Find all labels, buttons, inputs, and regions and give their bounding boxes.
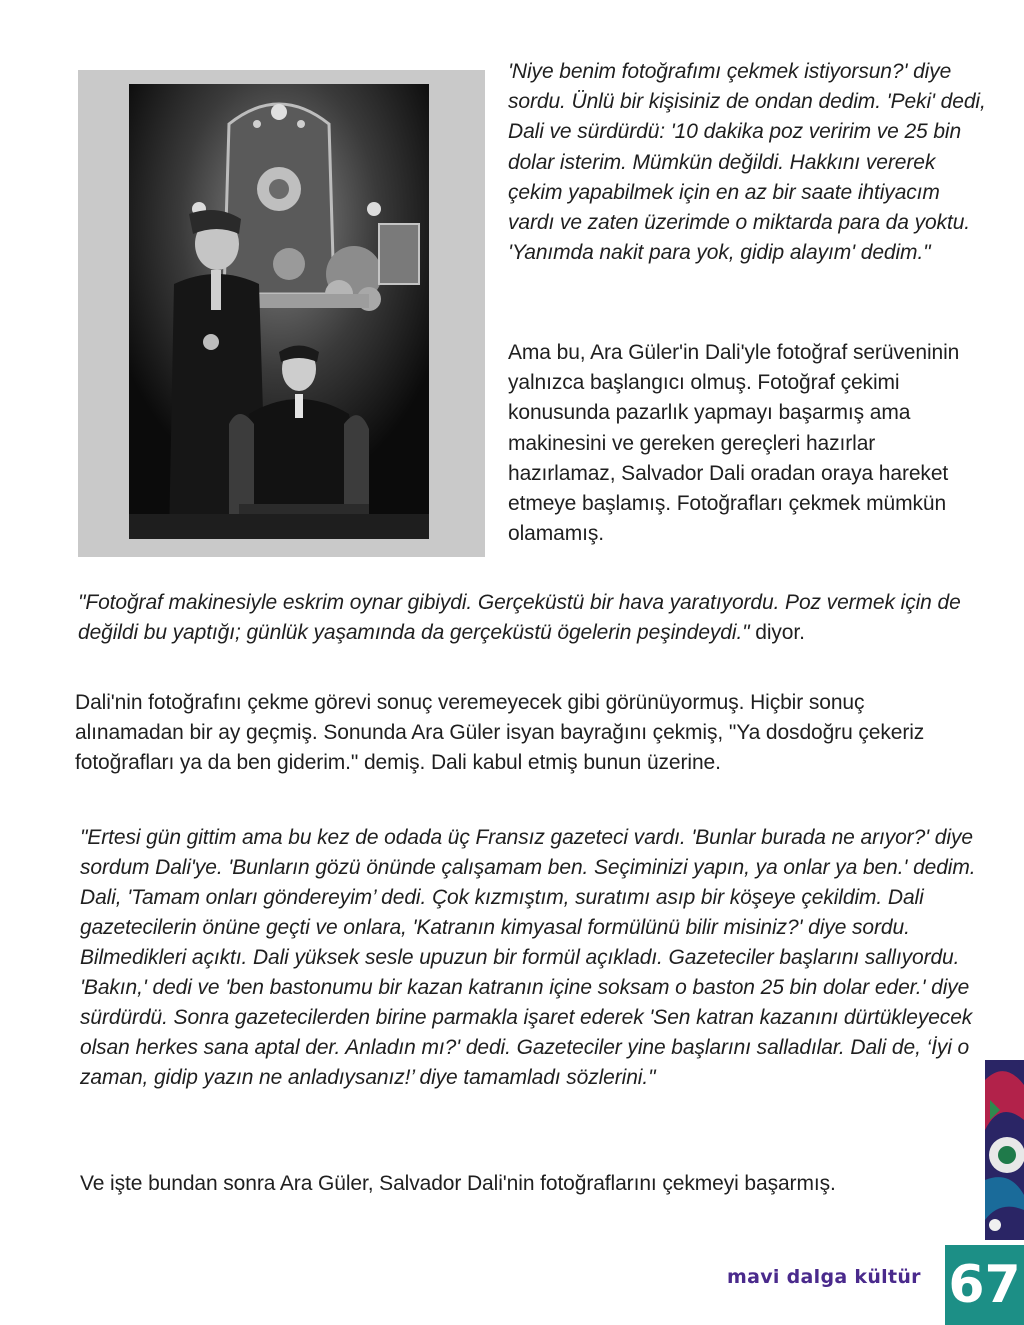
dali-guler-photo — [129, 84, 429, 539]
quote-text: "Fotoğraf makinesiyle eskrim oynar gibiydi. Gerçeküstü bir hava yaratıyordu. Poz vermek için de değildi bu yaptığı; günlük yaşamında da gerçeküstü ögelerin peşindeydi." — [78, 591, 961, 644]
paragraph-4: Dali'nin fotoğrafını çekme görevi sonuç veremeyecek gibi görünüyormuş. Hiçbir sonuç alınamadan bir ay geçmiş. Sonunda Ara Güler isyan bayrağını çekmiş, "Ya dosdoğru çekeriz fotoğrafları ya da ben giderim." demiş. Dali kabul etmiş bunun üzerine. — [75, 691, 925, 775]
photo-frame — [78, 70, 485, 557]
photo-illustration — [129, 84, 429, 539]
paragraph-6: Ve işte bundan sonra Ara Güler, Salvador Dali'nin fotoğraflarını çekmeyi başarmış. — [80, 1172, 836, 1195]
magazine-brand: mavi dalga kültür — [727, 1266, 921, 1288]
quote-tail: diyor. — [749, 621, 805, 644]
paragraph-1: 'Niye benim fotoğrafımı çekmek istiyorsun?' diye sordu. Ünlü bir kişisiniz de ondan dedim. 'Peki' dedi, Dali ve sürdürdü: '10 dakika poz veririm ve 25 bin dolar isterim. Mümkün değildi. Hakkını vererek çekim yapabilmek için en az bir saate ihtiyacım vardı ve zaten üzerimde o miktarda para da yoktu. 'Yanımda nakit para yok, gidip alayım' dedim." — [508, 60, 986, 265]
paragraph-3 — [78, 588, 978, 648]
paragraph-2: Ama bu, Ara Güler'in Dali'yle fotoğraf serüveninin yalnızca başlangıcı olmuş. Fotoğraf çekimi konusunda pazarlık yapmayı başarmış ama makinesini ve gereken gereçleri hazırlar hazırlamaz, Salvador Dali oradan oraya hareket etmeye başlamış. Fotoğrafları çekmek mümkün olamamış. — [508, 341, 960, 546]
paragraph-5: "Ertesi gün gittim ama bu kez de odada üç Fransız gazeteci vardı. 'Bunlar burada ne arıyor?' diye sordum Dali'ye. 'Bunların gözü önünde çalışamam ben. Seçiminizi yapın, ya onlar ya ben.' dedim. Dali, 'Tamam onları göndereyim’ dedi. Çok kızmıştım, suratımı asıp bir köşeye çekildim. Dali gazetecilerin önüne geçti ve onlara, 'Katranın kimyasal formülünü bilir misiniz?' diye sordu. Bilmedikleri açıktı. Dali yüksek sesle upuzun bir formül açıkladı. Gazeteciler başlarını sallıyordu. 'Bakın,' dedi ve 'ben bastonumu bir kazan katranın içine soksam o baston 25 bin dolar eder.' diye sürdürdü. Sonra gazetecilerden birine parmakla işaret ederek 'Sen katran kazanını dürtükleyecek olsan herkes sana aptal der. Anladın mı?' dedi. Gazeteciler yine başlarını salladılar. Dali de, ‘İyi o zaman, gidip yazın ne anladıysanız!’ diye tamamladı sözlerini." — [80, 826, 976, 1089]
page-number: 67 — [945, 1245, 1024, 1325]
decorative-art-strip — [985, 1060, 1024, 1240]
decorative-pattern-icon — [985, 1060, 1024, 1240]
